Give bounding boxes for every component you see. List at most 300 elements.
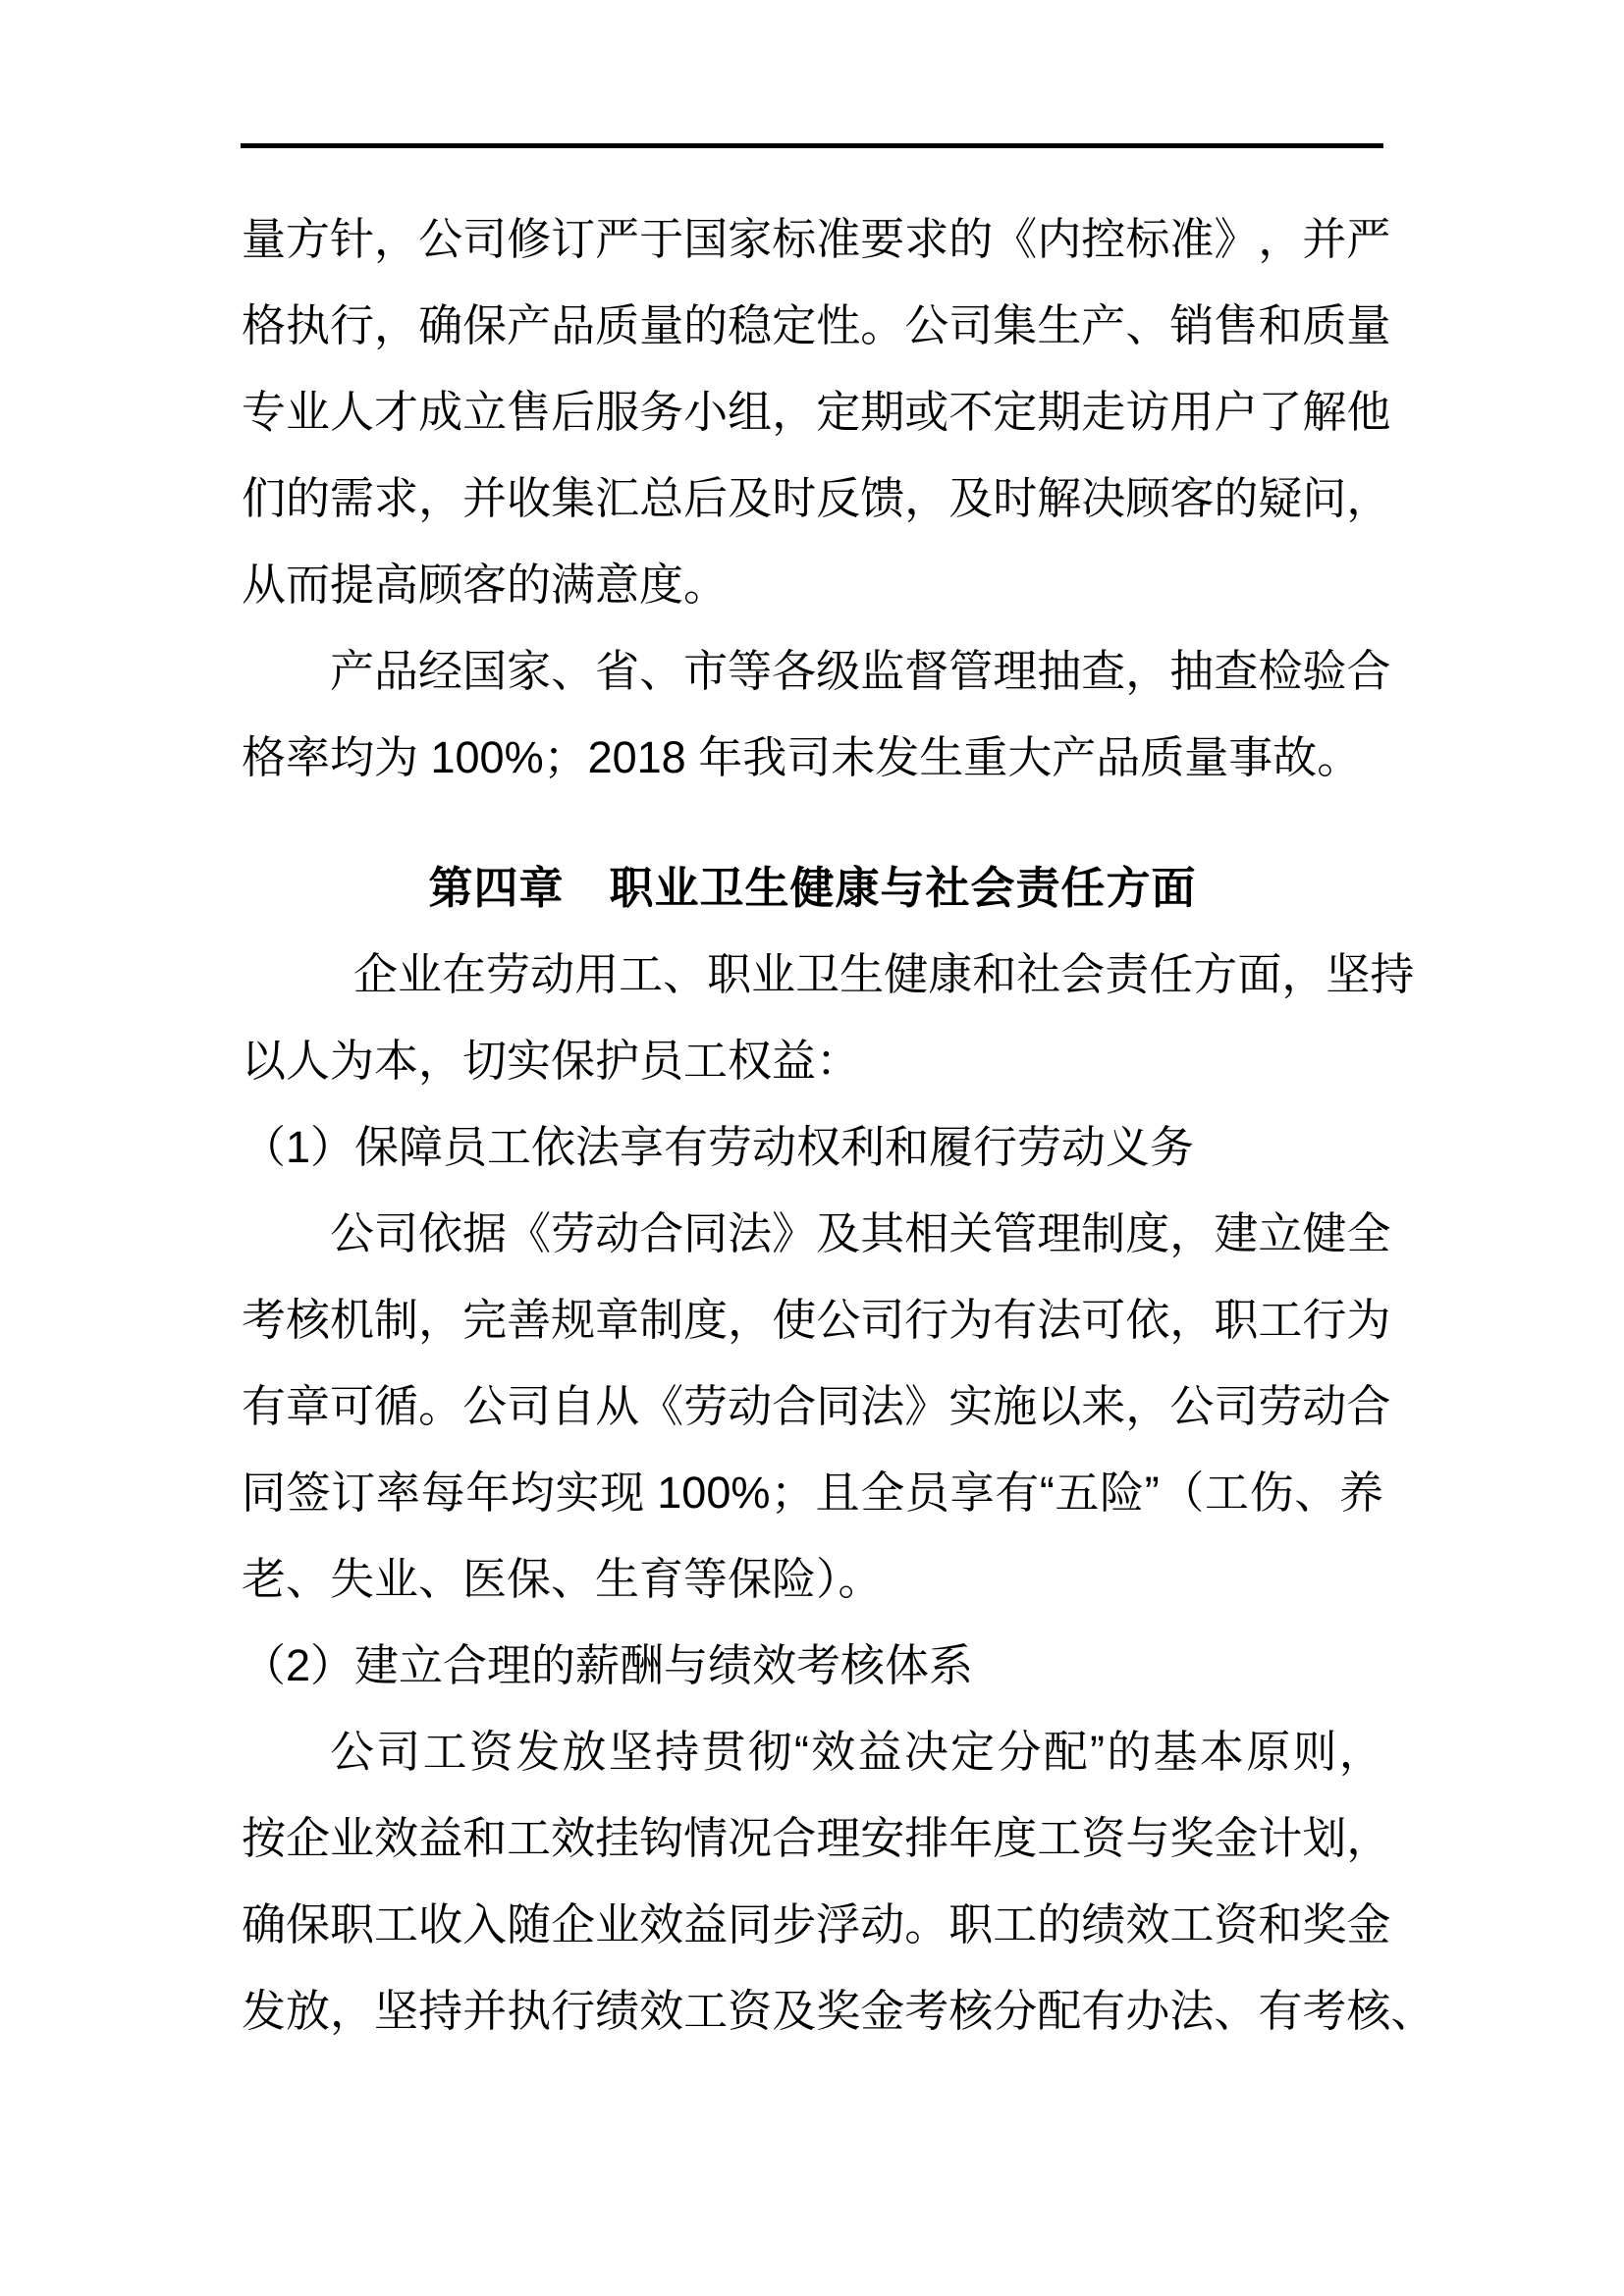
text-line (242, 1191, 1391, 1277)
glyph: 质 (595, 300, 640, 350)
glyph: 验 (1302, 646, 1347, 696)
glyph: 配 (1037, 1986, 1082, 2036)
glyph: 国 (462, 646, 508, 696)
glyph: 从 (595, 1381, 640, 1431)
glyph: 年 (948, 1813, 994, 1863)
glyph: 情 (683, 1813, 729, 1863)
glyph: ， (1346, 1813, 1391, 1863)
glyph: 、 (551, 646, 596, 696)
glyph: 反 (816, 473, 861, 523)
glyph: 善 (507, 1295, 552, 1345)
glyph: 自 (551, 1381, 596, 1431)
glyph: 办 (1125, 1986, 1170, 2036)
glyph: 效 (639, 1986, 684, 2036)
glyph: 奖 (1302, 1899, 1347, 1949)
text-line: 格率均为 100%；2018 年我司未发生重大产品质量事故。 (242, 732, 1362, 782)
text-line: 从而提高顾客的满意度。 (242, 560, 729, 610)
glyph: 合 (1346, 646, 1391, 696)
glyph: 控 (1081, 214, 1126, 264)
glyph: 章 (595, 1295, 640, 1345)
glyph: 据 (462, 1208, 508, 1258)
glyph: 发 (515, 1727, 561, 1777)
glyph: 公 (330, 1208, 375, 1258)
glyph: 司 (948, 300, 994, 350)
glyph: 入 (462, 1899, 508, 1949)
text-line (242, 1450, 1383, 1536)
glyph: 金 (1346, 1899, 1391, 1949)
glyph: 《 (993, 214, 1038, 264)
glyph: 确 (242, 1899, 287, 1949)
glyph: 工 (683, 1986, 729, 2036)
glyph: 》 (772, 1208, 817, 1258)
glyph: 使 (772, 1295, 817, 1345)
glyph: ， (1346, 473, 1391, 523)
glyph: 动 (595, 1208, 640, 1258)
glyph: 们 (242, 473, 287, 523)
glyph: 职 (948, 1899, 994, 1949)
glyph: 了 (1258, 387, 1303, 437)
text-line (242, 932, 1415, 1018)
glyph: 。 (418, 1381, 463, 1431)
glyph: 格 (242, 300, 287, 350)
text-line: （2）建立合理的薪酬与绩效考核体系 (242, 1640, 974, 1690)
glyph: 合 (772, 1813, 817, 1863)
glyph: 公 (1169, 1381, 1215, 1431)
text-line: （1）保障员工依法享有劳动权利和履行劳动义务 (242, 1122, 1195, 1172)
glyph: 劳 (551, 1208, 596, 1258)
header-rule (241, 143, 1383, 148)
glyph: 后 (551, 387, 596, 437)
glyph: ； (771, 1468, 816, 1518)
glyph: 康 (928, 949, 973, 999)
glyph: 相 (904, 1208, 949, 1258)
glyph: 绩 (595, 1986, 640, 2036)
glyph: 需 (330, 473, 375, 523)
glyph: 会 (1060, 949, 1106, 999)
glyph: 资 (1081, 1813, 1126, 1863)
glyph: ， (1281, 949, 1326, 999)
glyph: ， (418, 473, 463, 523)
glyph: 坚 (1326, 949, 1371, 999)
glyph: 解 (1302, 387, 1347, 437)
text-line: 老、失业、医保、生育等保险）。 (242, 1554, 883, 1604)
glyph: 况 (728, 1813, 773, 1863)
glyph: 行 (1302, 1295, 1347, 1345)
glyph: 资 (468, 1727, 514, 1777)
glyph: 管 (993, 1208, 1038, 1258)
glyph: 法 (1169, 1986, 1215, 2036)
glyph: 查 (1214, 646, 1259, 696)
glyph: 配 (1043, 1727, 1088, 1777)
glyph: 的 (1107, 1727, 1152, 1777)
glyph: 客 (1169, 473, 1215, 523)
glyph: 及 (772, 1986, 817, 2036)
glyph: 伤 (1249, 1468, 1294, 1518)
glyph: 全 (1346, 1208, 1391, 1258)
glyph: 方 (1193, 949, 1238, 999)
glyph: 或 (904, 387, 949, 437)
glyph: 的 (1214, 473, 1259, 523)
glyph: 本 (1199, 1727, 1244, 1777)
glyph: 立 (462, 387, 508, 437)
glyph: 核 (1346, 1986, 1391, 2036)
glyph: 绩 (1081, 1899, 1126, 1949)
glyph: 市 (683, 646, 729, 696)
glyph: 汇 (595, 473, 640, 523)
glyph: 有 (242, 1381, 287, 1431)
glyph: 可 (330, 1381, 375, 1431)
glyph: 为 (948, 1295, 994, 1345)
glyph: 准 (1169, 214, 1215, 264)
glyph: 准 (816, 214, 861, 264)
glyph: 馈 (860, 473, 905, 523)
glyph: 服 (595, 387, 640, 437)
glyph: （ (1160, 1468, 1205, 1518)
glyph: 才 (374, 387, 419, 437)
glyph: 方 (286, 214, 331, 264)
glyph: 量 (1346, 300, 1391, 350)
glyph: 监 (860, 646, 905, 696)
glyph: 公 (816, 1295, 861, 1345)
glyph: 工 (507, 1813, 552, 1863)
glyph: 100% (644, 1468, 771, 1518)
glyph: 同 (683, 1208, 729, 1258)
glyph: 合 (1346, 1381, 1391, 1431)
glyph: 基 (1153, 1727, 1198, 1777)
glyph: 等 (728, 646, 773, 696)
glyph: 司 (376, 1727, 421, 1777)
text-line (242, 455, 1391, 542)
glyph: 面 (1237, 949, 1282, 999)
glyph: 考 (242, 1295, 287, 1345)
glyph: 坚 (374, 1986, 419, 2036)
glyph: 的 (683, 300, 729, 350)
glyph: 持 (655, 1727, 700, 1777)
glyph: 实 (948, 1381, 994, 1431)
glyph: 工 (374, 1899, 419, 1949)
glyph: 分 (993, 1986, 1038, 2036)
glyph: 合 (772, 1381, 817, 1431)
glyph: 、 (1214, 1986, 1259, 2036)
glyph: 享 (949, 1468, 995, 1518)
glyph: 放 (286, 1986, 331, 2036)
text-line (242, 196, 1391, 283)
glyph: 产 (507, 300, 552, 350)
glyph: 依 (1125, 1295, 1170, 1345)
glyph: 职 (707, 949, 752, 999)
glyph: 行 (904, 1295, 949, 1345)
glyph: 均 (510, 1468, 555, 1518)
glyph: 挂 (595, 1813, 640, 1863)
glyph: 有 (993, 1295, 1038, 1345)
glyph: 工 (1037, 1813, 1082, 1863)
glyph: ， (728, 1295, 773, 1345)
glyph: 管 (948, 646, 994, 696)
glyph: 放 (562, 1727, 607, 1777)
glyph: 行 (551, 1986, 596, 2036)
glyph: 品 (551, 300, 596, 350)
glyph: 定 (993, 387, 1038, 437)
glyph: 的 (286, 473, 331, 523)
glyph: 有 (1258, 1986, 1303, 2036)
glyph: 标 (772, 214, 817, 264)
glyph: 定 (950, 1727, 996, 1777)
glyph: 保 (462, 300, 508, 350)
glyph: 同 (816, 1381, 861, 1431)
glyph: 关 (948, 1208, 994, 1258)
glyph: 期 (1037, 387, 1082, 437)
glyph: 和 (972, 949, 1017, 999)
glyph: 随 (507, 1899, 552, 1949)
glyph: 保 (286, 1899, 331, 1949)
glyph: 考 (904, 1986, 949, 2036)
glyph: 健 (884, 949, 929, 999)
glyph: 计 (1258, 1813, 1303, 1863)
glyph: 法 (860, 1381, 905, 1431)
glyph: ” (1090, 1727, 1106, 1777)
glyph: 来 (1081, 1381, 1126, 1431)
glyph: 并 (462, 1986, 508, 2036)
glyph: 有 (1081, 1986, 1126, 2036)
glyph: 业 (398, 949, 443, 999)
glyph: 用 (574, 949, 620, 999)
glyph: 核 (286, 1295, 331, 1345)
glyph: 》 (1214, 214, 1259, 264)
glyph: 建 (1214, 1208, 1259, 1258)
glyph: 益 (683, 1899, 729, 1949)
glyph: 资 (1214, 1899, 1259, 1949)
glyph: 品 (374, 646, 419, 696)
glyph: 。 (904, 1899, 949, 1949)
glyph: 求 (904, 214, 949, 264)
glyph: 浮 (816, 1899, 861, 1949)
glyph: 公 (462, 1381, 508, 1431)
glyph: ， (418, 1295, 463, 1345)
glyph: ， (1338, 1727, 1383, 1777)
glyph: 公 (418, 214, 463, 264)
glyph: 制 (374, 1295, 419, 1345)
glyph: 彻 (747, 1727, 792, 1777)
glyph: 务 (639, 387, 684, 437)
glyph: 工 (619, 949, 664, 999)
glyph: 工 (1205, 1468, 1250, 1518)
glyph: 则 (1292, 1727, 1337, 1777)
glyph: 性 (816, 300, 861, 350)
glyph: 级 (816, 646, 861, 696)
glyph: 业 (751, 949, 796, 999)
glyph: ， (330, 1986, 375, 2036)
glyph: 业 (595, 1899, 640, 1949)
glyph: 并 (1302, 214, 1347, 264)
glyph: 定 (772, 300, 817, 350)
glyph: 同 (728, 1899, 773, 1949)
glyph: 组 (728, 387, 773, 437)
glyph: 益 (418, 1813, 463, 1863)
glyph: 为 (1346, 1295, 1391, 1345)
glyph: ” (1144, 1468, 1160, 1518)
glyph: 督 (904, 646, 949, 696)
glyph: “ (793, 1727, 809, 1777)
glyph: 步 (772, 1899, 817, 1949)
glyph: 有 (995, 1468, 1040, 1518)
glyph: 现 (600, 1468, 645, 1518)
glyph: 五 (1055, 1468, 1100, 1518)
glyph: 效 (639, 1899, 684, 1949)
glyph: 专 (242, 387, 287, 437)
glyph: 益 (857, 1727, 902, 1777)
glyph: 标 (1125, 214, 1170, 264)
glyph: 效 (551, 1813, 596, 1863)
glyph: 工 (1258, 1295, 1303, 1345)
text-line (242, 283, 1391, 369)
glyph: 销 (1169, 300, 1215, 350)
glyph: 严 (595, 214, 640, 264)
glyph: 养 (1338, 1468, 1383, 1518)
glyph: 走 (1081, 387, 1126, 437)
glyph: 制 (639, 1295, 684, 1345)
page-content (242, 196, 1435, 2055)
glyph: 司 (374, 1208, 419, 1258)
glyph: 责 (1105, 949, 1150, 999)
glyph: 售 (507, 387, 552, 437)
glyph: ， (1125, 646, 1170, 696)
glyph: 司 (1214, 1381, 1259, 1431)
glyph: 且 (815, 1468, 860, 1518)
glyph: 依 (418, 1208, 463, 1258)
glyph: 》 (904, 1381, 949, 1431)
glyph: 钩 (639, 1813, 684, 1863)
glyph: 时 (772, 473, 817, 523)
glyph: 司 (860, 1295, 905, 1345)
glyph: 动 (1302, 1381, 1347, 1431)
glyph: 《 (507, 1208, 552, 1258)
glyph: 劳 (1258, 1381, 1303, 1431)
glyph: 制 (1081, 1208, 1126, 1258)
glyph: ， (374, 214, 419, 264)
glyph: 求 (374, 473, 419, 523)
glyph: 决 (1081, 473, 1126, 523)
glyph: 年 (465, 1468, 511, 1518)
glyph: 要 (860, 214, 905, 264)
glyph: 持 (418, 1986, 463, 2036)
glyph: 、 (663, 949, 708, 999)
glyph: 订 (551, 214, 596, 264)
glyph: 并 (462, 473, 508, 523)
glyph: 金 (1214, 1813, 1259, 1863)
glyph: 考 (1302, 1986, 1347, 2036)
glyph: ， (904, 473, 949, 523)
glyph: 分 (997, 1727, 1042, 1777)
glyph: 他 (1346, 387, 1391, 437)
glyph: 度 (683, 1295, 729, 1345)
glyph: 规 (551, 1295, 596, 1345)
glyph: 、 (1390, 1986, 1435, 2036)
glyph: 严 (1346, 214, 1391, 264)
glyph: 生 (839, 949, 885, 999)
glyph: 工 (1169, 1899, 1215, 1949)
glyph: 法 (728, 1208, 773, 1258)
glyph: 工 (993, 1899, 1038, 1949)
glyph: 国 (683, 214, 729, 264)
glyph: 资 (728, 1986, 773, 2036)
glyph: 工 (422, 1727, 467, 1777)
glyph: 集 (993, 300, 1038, 350)
text-line (242, 1363, 1391, 1450)
glyph: 《 (639, 1381, 684, 1431)
glyph: 小 (683, 387, 729, 437)
glyph: 解 (1037, 473, 1082, 523)
glyph: 和 (1258, 300, 1303, 350)
glyph: 效 (1125, 1899, 1170, 1949)
glyph: 执 (286, 300, 331, 350)
glyph: ， (374, 300, 419, 350)
glyph: 人 (330, 387, 375, 437)
glyph: 企 (286, 1813, 331, 1863)
glyph: 每 (420, 1468, 465, 1518)
glyph: 定 (816, 387, 861, 437)
glyph: 其 (860, 1208, 905, 1258)
glyph: 收 (507, 473, 552, 523)
glyph: 访 (1125, 387, 1170, 437)
glyph: 行 (330, 300, 375, 350)
glyph: 奖 (816, 1986, 861, 2036)
glyph: 原 (1246, 1727, 1291, 1777)
glyph: 机 (330, 1295, 375, 1345)
glyph: 总 (639, 473, 684, 523)
glyph: ， (1125, 1381, 1170, 1431)
glyph: 针 (330, 214, 375, 264)
glyph: 成 (418, 387, 463, 437)
glyph: 省 (595, 646, 640, 696)
glyph: 划 (1302, 1813, 1347, 1863)
glyph: 抽 (1169, 646, 1215, 696)
text-line (242, 369, 1391, 455)
glyph: ， (772, 387, 817, 437)
glyph: 签 (286, 1468, 331, 1518)
glyph: ， (1258, 214, 1303, 264)
glyph: 险 (1100, 1468, 1145, 1518)
glyph: 业 (330, 1813, 375, 1863)
glyph: 施 (993, 1381, 1038, 1431)
glyph: 动 (728, 1381, 773, 1431)
glyph: 健 (1302, 1208, 1347, 1258)
glyph: 各 (772, 646, 817, 696)
glyph: 职 (330, 1899, 375, 1949)
glyph: 量 (639, 300, 684, 350)
glyph: 金 (860, 1986, 905, 2036)
glyph: 度 (993, 1813, 1038, 1863)
glyph: 在 (442, 949, 487, 999)
glyph: 抽 (1037, 646, 1082, 696)
glyph: 量 (242, 214, 287, 264)
glyph: 查 (1081, 646, 1126, 696)
glyph: 和 (462, 1813, 508, 1863)
glyph: 理 (816, 1813, 861, 1863)
glyph: 的 (1037, 1899, 1082, 1949)
glyph: 和 (1258, 1899, 1303, 1949)
glyph: 按 (242, 1813, 287, 1863)
glyph: 度 (1125, 1208, 1170, 1258)
glyph: 效 (811, 1727, 856, 1777)
glyph: 全 (860, 1468, 905, 1518)
text-line (242, 1882, 1391, 1968)
glyph: 顾 (1125, 473, 1170, 523)
glyph: 持 (1370, 949, 1415, 999)
glyph: 、 (1125, 300, 1170, 350)
glyph: 及 (728, 473, 773, 523)
glyph: 奖 (1169, 1813, 1215, 1863)
text-line: 以人为本，切实保护员工权益： (242, 1036, 861, 1086)
